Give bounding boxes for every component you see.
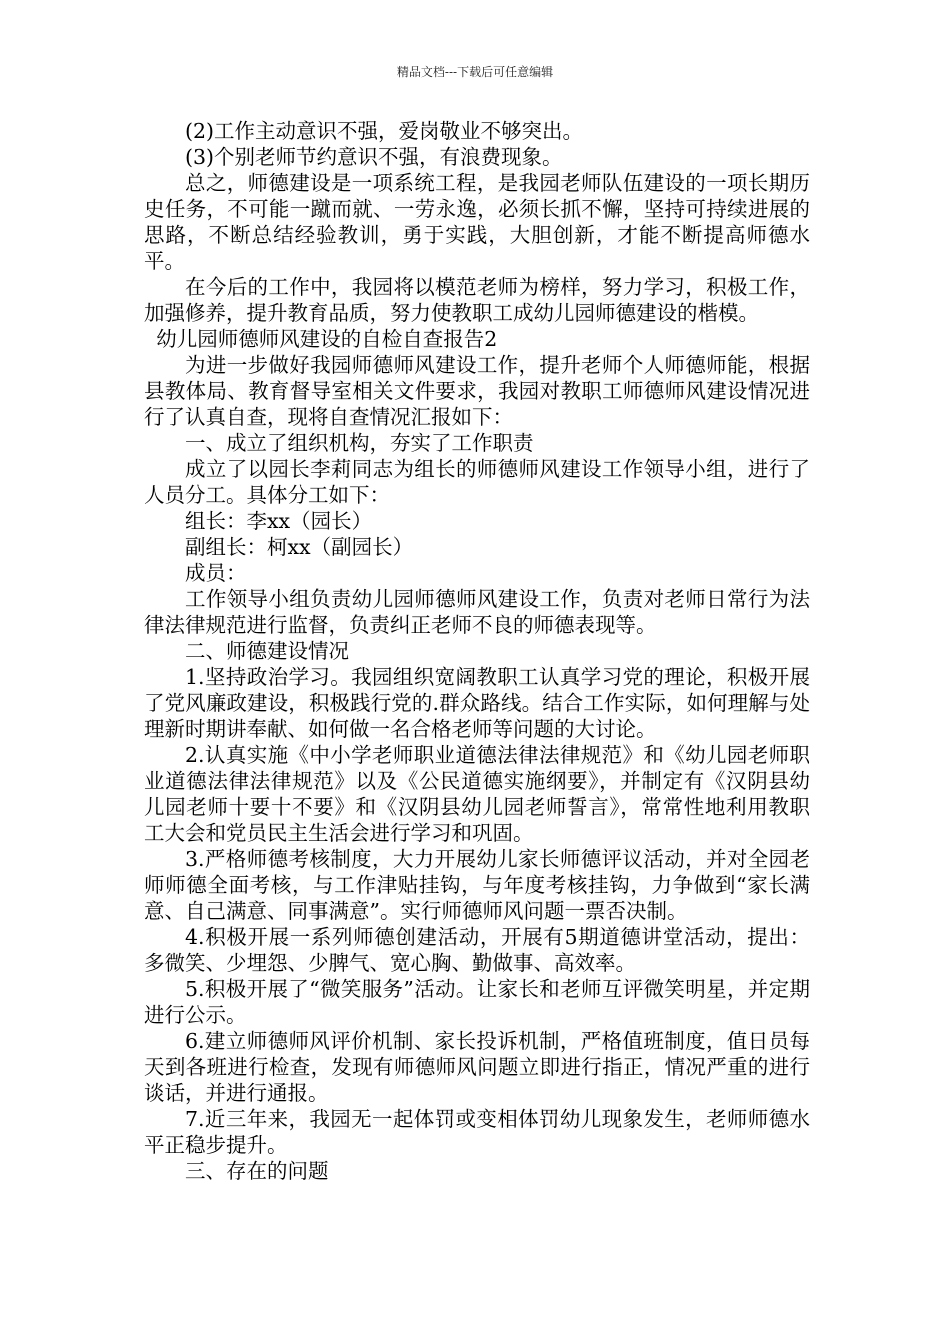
paragraph: 5.积极开展了“微笑服务”活动。让家长和老师互评微笑明星，并定期进行公示。	[144, 977, 810, 1027]
paragraph: 7.近三年来，我园无一起体罚或变相体罚幼儿现象发生，老师师德水平正稳步提升。	[144, 1107, 810, 1157]
paragraph: 工作领导小组负责幼儿园师德师风建设工作，负责对老师日常行为法律法律规范进行监督，负责纠正老师不良的师德表现等。	[144, 587, 810, 637]
page-header: 精品文档---下载后可任意编辑	[396, 65, 554, 79]
paragraph: 1.坚持政治学习。我园组织宽阔教职工认真学习党的理论，积极开展了党风廉政建设，积极践行党的.群众路线。结合工作实际，如何理解与处理新时期讲奉献、如何做一名合格老师等问题的大讨论。	[144, 665, 810, 741]
paragraph: 二、师德建设情况	[185, 639, 349, 663]
paragraph: 成立了以园长李莉同志为组长的师德师风建设工作领导小组，进行了人员分工。具体分工如下：	[144, 457, 810, 507]
paragraph: 6.建立师德师风评价机制、家长投诉机制，严格值班制度，值日员每天到各班进行检查，发现有师德师风问题立即进行指正，情况严重的进行谈话，并进行通报。	[144, 1029, 810, 1105]
document-body	[144, 118, 810, 1184]
paragraph: 3.严格师德考核制度，大力开展幼儿家长师德评议活动，并对全园老师师德全面考核，与工作津贴挂钩，与年度考核挂钩，力争做到“家长满意、自己满意、同事满意”。实行师德师风问题一票否决制。	[144, 847, 810, 923]
paragraph: 副组长：柯xx（副园长）	[185, 535, 414, 559]
paragraph: (3)个别老师节约意识不强，有浪费现象。	[185, 145, 563, 169]
paragraph: 在今后的工作中，我园将以模范老师为榜样，努力学习，积极工作，加强修养，提升教育品质，努力使教职工成幼儿园师德建设的楷模。	[144, 275, 810, 325]
paragraph: 一、成立了组织机构，夯实了工作职责	[185, 431, 534, 455]
paragraph: 4.积极开展一系列师德创建活动，开展有5期道德讲堂活动，提出：多微笑、少埋怨、少脾气、宽心胸、勤做事、高效率。	[144, 925, 810, 975]
paragraph: 2.认真实施《中小学老师职业道德法律法律规范》和《幼儿园老师职业道德法律法律规范》以及《公民道德实施纲要》，并制定有《汉阴县幼儿园老师十要十不要》和《汉阴县幼儿园老师誓言》，常常性地利用教职工大会和党员民主生活会进行学习和巩固。	[144, 743, 810, 845]
section-heading: 幼儿园师德师风建设的自检自查报告2	[156, 327, 498, 351]
paragraph: 三、存在的问题	[185, 1159, 329, 1183]
paragraph: 总之，师德建设是一项系统工程，是我园老师队伍建设的一项长期历史任务，不可能一蹴而就、一劳永逸，必须长抓不懈，坚持可持续进展的思路，不断总结经验教训，勇于实践，大胆创新，才能不断提高师德水平。	[144, 171, 810, 273]
paragraph: 组长：李xx（园长）	[185, 509, 373, 533]
paragraph: (2)工作主动意识不强，爱岗敬业不够突出。	[185, 119, 584, 143]
paragraph: 成员：	[185, 561, 247, 585]
paragraph: 为进一步做好我园师德师风建设工作，提升老师个人师德师能，根据县教体局、教育督导室相关文件要求，我园对教职工师德师风建设情况进行了认真自查，现将自查情况汇报如下：	[144, 353, 810, 429]
